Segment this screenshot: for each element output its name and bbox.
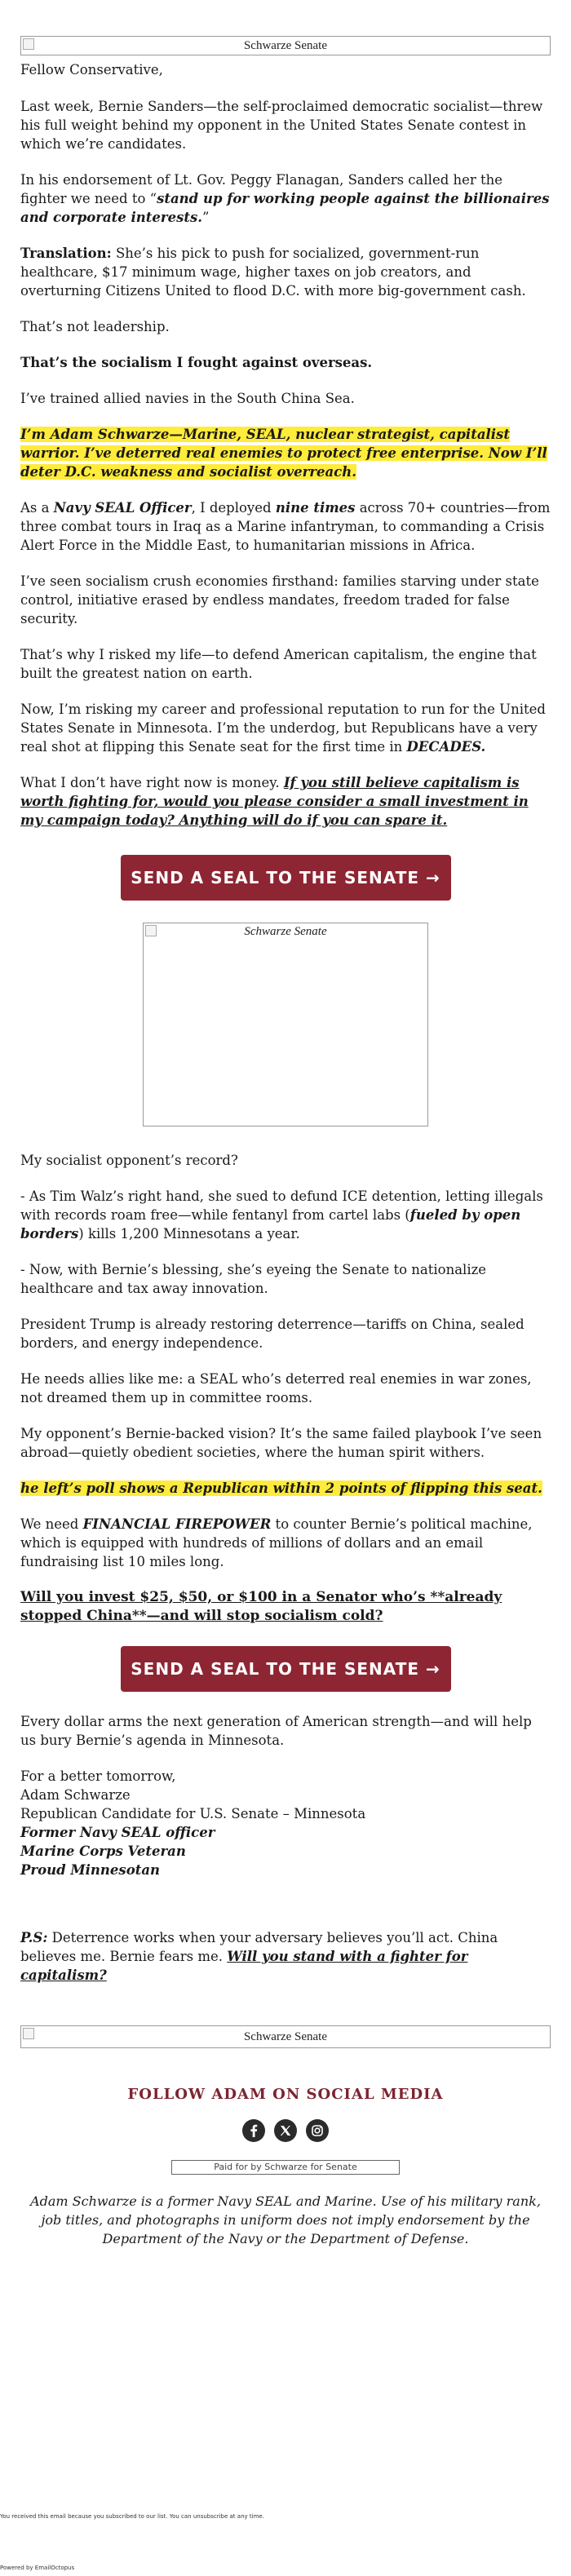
donate-link-2[interactable]: Will you invest $25, $50, or $100 in a Senator who’s **already stopped China**—and will stop socialism cold?	[20, 1589, 502, 1624]
postscript: P.S: Deterrence works when your adversary believes you’ll act. China believes me. Bernie fears me. Will you stand with a fighter for capitalism?	[20, 1930, 498, 1983]
signature-title: Republican Candidate for U.S. Senate – Minnesota	[20, 1806, 366, 1821]
paragraph-risked-life: That’s why I risked my life—to defend American capitalism, the engine that built the greatest nation on earth.	[20, 647, 537, 681]
paragraph-not-leadership: That’s not leadership.	[20, 319, 170, 334]
paragraph-failed-playbook: My opponent’s Bernie-backed vision? It’s the same failed playbook I’ve seen abroad—quietly obedient societies, where the human spirit withers.	[20, 1426, 542, 1460]
poll-highlight-text: he left’s poll shows a Republican within 2 points of flipping this seat.	[20, 1481, 542, 1496]
paragraph-every-dollar: Every dollar arms the next generation of American strength—and will help us bury Bernie’s agenda in Minnesota.	[20, 1714, 532, 1748]
photo-alt: Schwarze Senate	[244, 925, 327, 938]
paragraph-intro-highlight	[20, 425, 551, 481]
translation-label: Translation:	[20, 246, 112, 261]
paragraph-socialism-fought: That’s the socialism I fought against overseas.	[20, 355, 373, 370]
unsubscribe-link[interactable]: unsubscribe	[193, 2513, 228, 2520]
send-seal-button-2[interactable]: SEND A SEAL TO THE SENATE →	[121, 1646, 451, 1692]
paragraph-money-ask: What I don’t have right now is money. If you still believe capitalism is worth fighting for, would you please consider a small investment in my campaign today? Anything will do if you can spare it.	[20, 775, 529, 828]
paragraph-trained-navies: I’ve trained allied navies in the South China Sea.	[20, 391, 355, 406]
paragraph-deployments: As a Navy SEAL Officer, I deployed nine times across 70+ countries—from three combat tours in Iraq as a Marine infantryman, to commanding a Crisis Alert Force in the Middle East, to humanitarian missions in Africa.	[20, 500, 551, 553]
paragraph-socialism-seen: I’ve seen socialism crush economies firsthand: families starving under state control, initiative erased by endless mandates, freedom traded for false security.	[20, 573, 539, 626]
military-disclaimer: Adam Schwarze is a former Navy SEAL and Marine. Use of his military rank, job titles, and photographs in uniform does not imply endorsement by the Department of the Navy or the Department of Defense.	[30, 2193, 541, 2246]
greeting: Fellow Conservative,	[20, 62, 163, 77]
paragraph-nationalize-healthcare: - Now, with Bernie’s blessing, she’s eyeing the Senate to nationalize healthcare and tax away innovation.	[20, 1262, 487, 1296]
ps-label: P.S:	[20, 1930, 48, 1945]
intro-highlight-text: I’m Adam Schwarze—Marine, SEAL, nuclear strategist, capitalist warrior. I’ve deterred real enemies to protect free enterprise. Now I’ll deter D.C. weakness and socialist overreach.	[20, 427, 547, 480]
paragraph-needs-allies: He needs allies like me: a SEAL who’s deterred real enemies in war zones, not dreamed them up in committee rooms.	[20, 1371, 532, 1405]
paragraph-poll-highlight	[20, 1479, 551, 1498]
paragraph-opponent-record: My socialist opponent’s record?	[20, 1153, 238, 1168]
instagram-icon[interactable]	[306, 2119, 329, 2142]
send-seal-button-1[interactable]: SEND A SEAL TO THE SENATE →	[121, 855, 451, 901]
donate-link-1[interactable]: If you still believe capitalism is worth fighting for, would you please consider a small investment in my campaign today? Anything will do if you can spare it.	[20, 775, 529, 828]
paragraph-sanders-endorsement: Last week, Bernie Sanders—the self-proclaimed democratic socialist—threw his full weight behind my opponent in the United States Senate contest in which we’re candidates.	[20, 99, 543, 152]
signature-line-3: Proud Minnesotan	[20, 1862, 161, 1878]
x-icon[interactable]	[274, 2119, 297, 2142]
powered-by	[0, 2565, 74, 2571]
signature-line-1: Former Navy SEAL officer	[20, 1825, 215, 1840]
footer-banner-image	[20, 2025, 551, 2048]
header-image-alt: Schwarze Senate	[243, 39, 328, 52]
broken-image-icon	[23, 2028, 34, 2039]
emailoctopus-link[interactable]: Powered by EmailOctopus	[0, 2565, 75, 2571]
paragraph-ice-detention: - As Tim Walz’s right hand, she sued to defund ICE detention, letting illegals with records roam free—while fentanyl from cartel labs (fueled by open borders) kills 1,200 Minnesotans a year.	[20, 1188, 543, 1242]
paragraph-trump-deterrence: President Trump is already restoring deterrence—tariffs on China, sealed borders, and energy independence.	[20, 1317, 525, 1351]
social-icons	[20, 2119, 551, 2142]
closing: For a better tomorrow,	[20, 1768, 176, 1784]
email-body	[20, 36, 551, 2248]
header-banner-image	[20, 36, 551, 55]
paragraph-underdog: Now, I’m risking my career and professional reputation to run for the United States Senate in Minnesota. I’m the underdog, but Republicans have a very real shot at flipping this Senate seat for the first time in DECADES.	[20, 702, 546, 755]
signature-line-2: Marine Corps Veteran	[20, 1843, 186, 1859]
paid-for-box: Paid for by Schwarze for Senate	[171, 2160, 400, 2175]
facebook-icon[interactable]	[242, 2119, 265, 2142]
broken-image-icon	[145, 925, 157, 936]
paragraph-translation: Translation: She’s his pick to push for socialized, government-run healthcare, $17 minimum wage, higher taxes on job creators, and overturning Citizens United to flood D.C. with more big-government cash.	[20, 246, 526, 299]
signature-name: Adam Schwarze	[20, 1787, 131, 1803]
sanders-quote: stand up for working people against the billionaires and corporate interests.	[20, 191, 550, 225]
broken-image-icon	[23, 38, 34, 50]
paragraph-invest-ask	[20, 1588, 551, 1626]
ps-link[interactable]: Will you stand with a fighter for capitalism?	[20, 1949, 468, 1983]
candidate-photo	[143, 923, 428, 1126]
paragraph-flanagan-quote: In his endorsement of Lt. Gov. Peggy Flanagan, Sanders called her the fighter we need to “stand up for working people against the billionaires and corporate interests.”	[20, 172, 550, 225]
follow-heading: FOLLOW ADAM ON SOCIAL MEDIA	[127, 2086, 444, 2103]
subscription-notice: You received this email because you subscribed to our list. You can unsubscribe at any time.	[0, 2513, 264, 2520]
paragraph-financial-firepower: We need FINANCIAL FIREPOWER to counter Bernie’s political machine, which is equipped with hundreds of millions of dollars and an email fundraising list 10 miles long.	[20, 1516, 533, 1569]
footer-image-alt: Schwarze Senate	[243, 2030, 328, 2043]
